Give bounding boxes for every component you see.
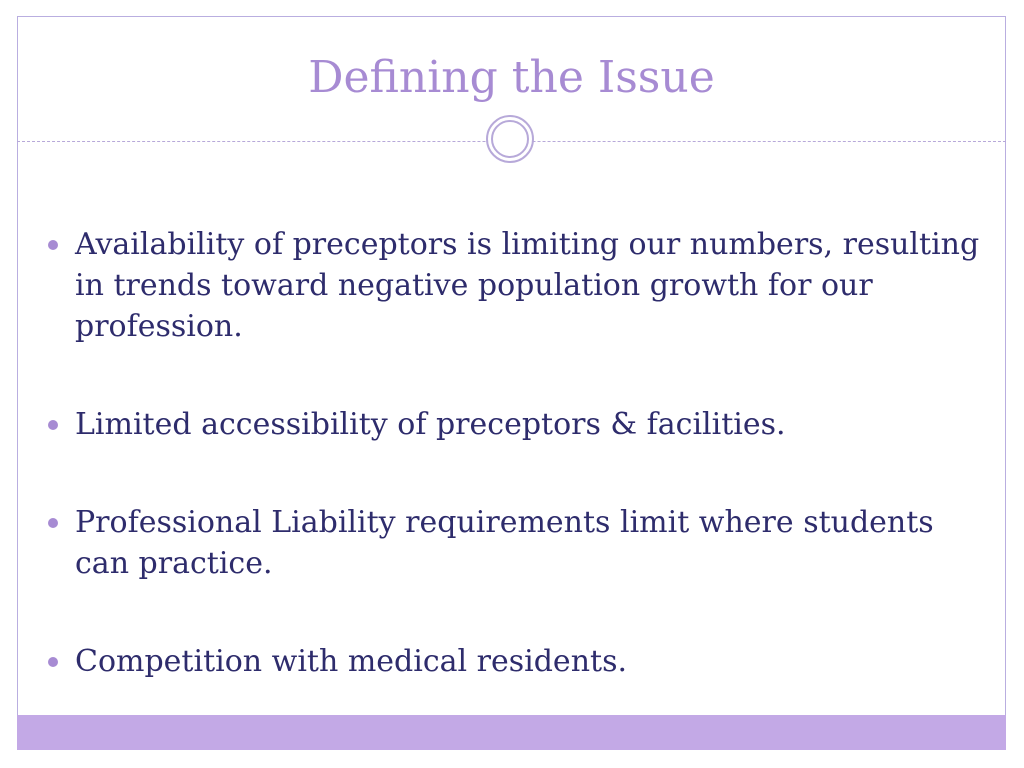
bullet-text: Availability of preceptors is limiting our numbers, resulting in trends toward negative population growth for our profession. bbox=[75, 227, 980, 344]
bullet-item bbox=[44, 404, 994, 445]
slide-title: Defining the Issue bbox=[308, 52, 715, 103]
bullet-dot-icon bbox=[48, 657, 58, 667]
circle-ornament-icon bbox=[485, 114, 535, 164]
bullet-item bbox=[44, 641, 994, 682]
bullet-dot-icon bbox=[48, 518, 58, 528]
bullet-dot-icon bbox=[48, 420, 58, 430]
bullet-list bbox=[44, 224, 994, 682]
bullet-item bbox=[44, 502, 994, 584]
footer-bar bbox=[17, 715, 1006, 750]
bullet-text: Limited accessibility of preceptors & facilities. bbox=[75, 407, 786, 442]
bullet-text: Professional Liability requirements limit where students can practice. bbox=[75, 505, 934, 581]
bullet-item bbox=[44, 224, 994, 347]
bullet-dot-icon bbox=[48, 240, 58, 250]
bullet-text: Competition with medical residents. bbox=[75, 644, 627, 679]
